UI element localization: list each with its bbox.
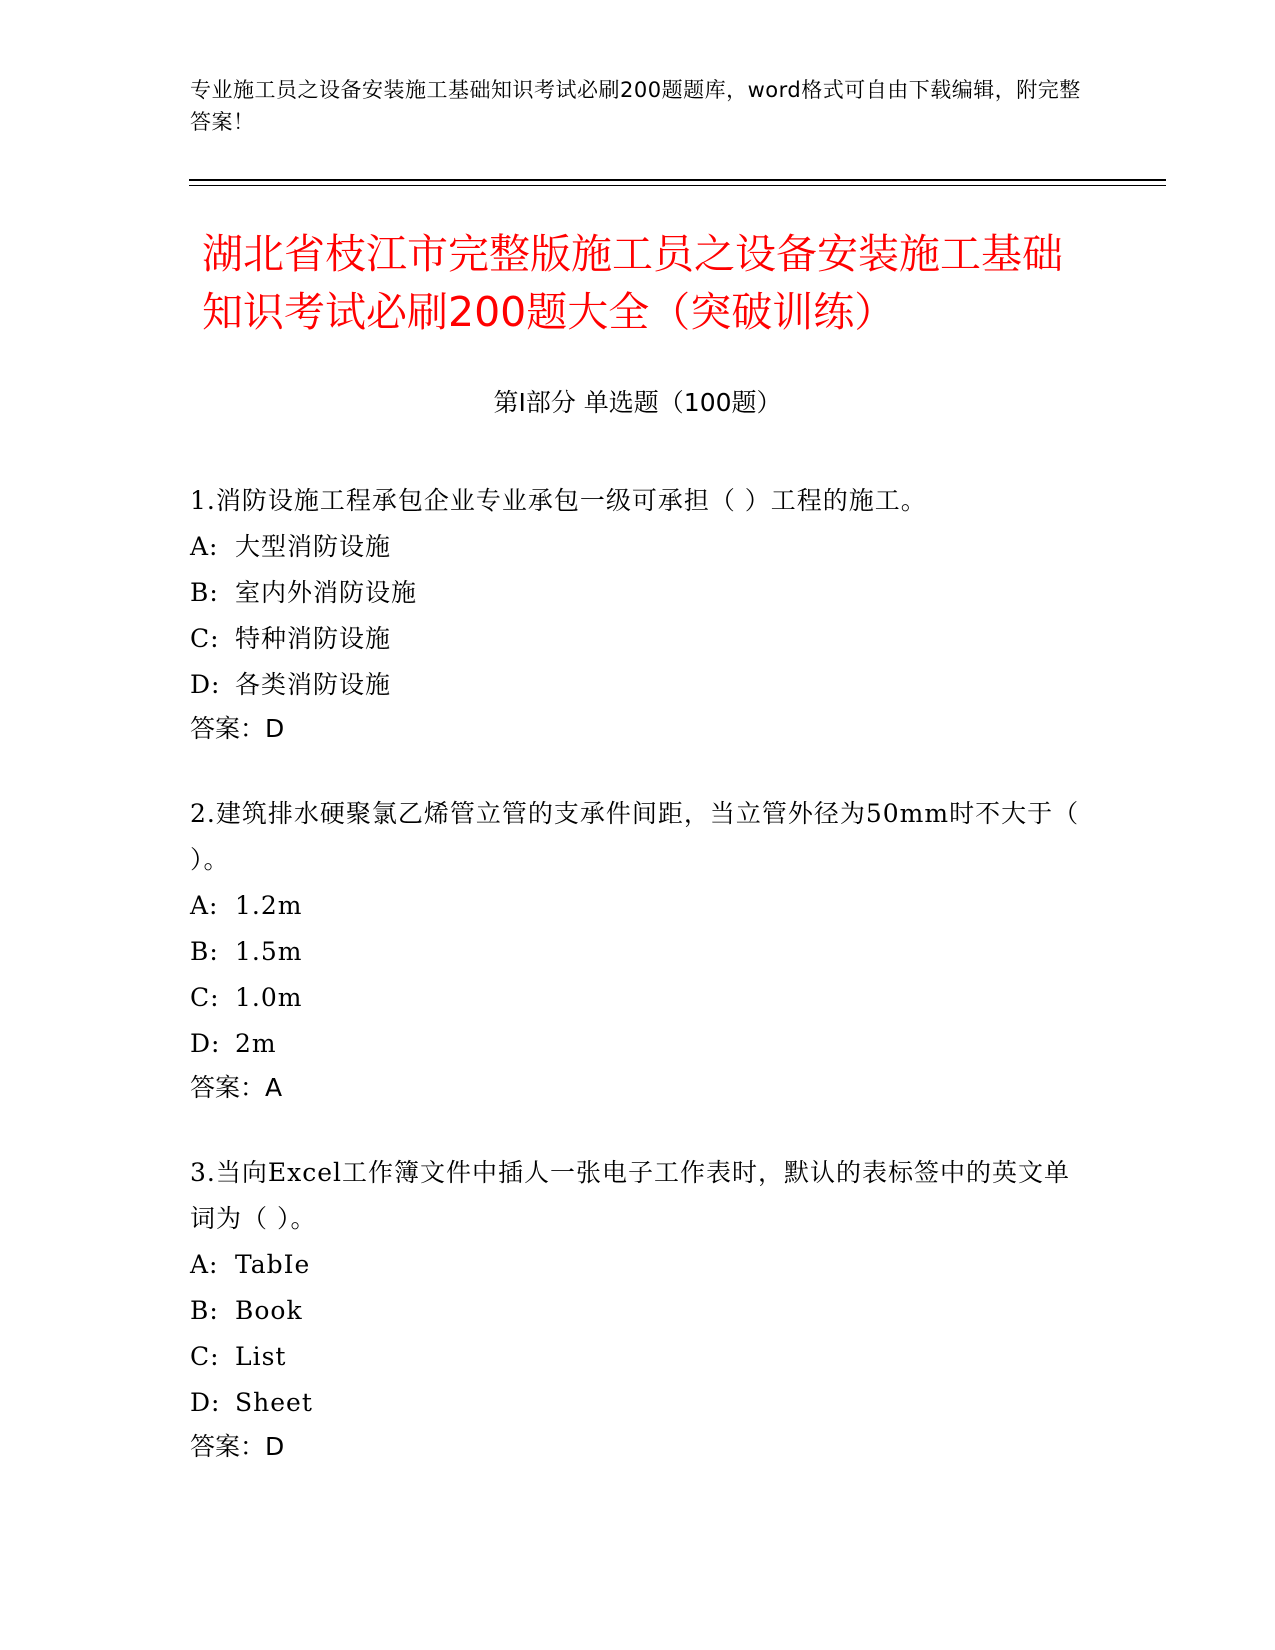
option-letter: A: <box>190 1250 219 1279</box>
option-c <box>190 1334 1090 1380</box>
option-letter: D: <box>190 1388 221 1417</box>
option-letter: B: <box>190 578 219 607</box>
option-text: 各类消防设施 <box>235 670 392 699</box>
document-title: 湖北省枝江市完整版施工员之设备安装施工基础知识考试必刷200题大全（突破训练） <box>202 230 1063 336</box>
question-stem: 3.当向Excel工作簿文件中插人一张电子工作表时，默认的表标签中的英文单词为（ ）。 <box>190 1158 1070 1233</box>
option-letter: B: <box>190 937 219 966</box>
option-a <box>190 1242 1090 1288</box>
question-list <box>190 478 1090 1509</box>
option-letter: C: <box>190 983 220 1012</box>
option-b <box>190 1288 1090 1334</box>
question-1 <box>190 478 1090 750</box>
option-text: Book <box>235 1296 303 1325</box>
option-letter: D: <box>190 670 221 699</box>
option-letter: A: <box>190 891 219 920</box>
option-text: 特种消防设施 <box>235 624 392 653</box>
option-d <box>190 1380 1090 1426</box>
option-a <box>190 883 1090 929</box>
option-text: 室内外消防设施 <box>235 578 418 607</box>
option-text: 1.0m <box>235 983 303 1012</box>
option-d <box>190 1021 1090 1067</box>
option-c <box>190 616 1090 662</box>
header-divider-thin <box>189 185 1166 186</box>
header-note: 专业施工员之设备安装施工基础知识考试必刷200题题库，word格式可自由下载编辑，附完整答案！ <box>190 78 1081 134</box>
option-text: List <box>235 1342 287 1371</box>
option-letter: B: <box>190 1296 219 1325</box>
answer-line <box>190 708 1090 750</box>
answer-label: 答案： <box>190 1073 266 1102</box>
option-text: 1.5m <box>235 937 303 966</box>
answer-line <box>190 1067 1090 1109</box>
answer-label: 答案： <box>190 1432 266 1461</box>
header-divider-thick <box>189 179 1166 181</box>
option-text: 1.2m <box>235 891 303 920</box>
option-text: 大型消防设施 <box>235 532 392 561</box>
option-c <box>190 975 1090 1021</box>
option-b <box>190 570 1090 616</box>
option-b <box>190 929 1090 975</box>
answer-value: D <box>265 714 285 743</box>
option-letter: C: <box>190 1342 220 1371</box>
option-text: TabIe <box>235 1250 311 1279</box>
answer-line <box>190 1426 1090 1468</box>
question-3 <box>190 1150 1090 1468</box>
answer-value: A <box>265 1073 283 1102</box>
question-stem: 1.消防设施工程承包企业专业承包一级可承担（ ）工程的施工。 <box>190 486 927 515</box>
option-letter: D: <box>190 1029 221 1058</box>
answer-value: D <box>265 1432 285 1461</box>
option-a <box>190 524 1090 570</box>
question-2 <box>190 791 1090 1109</box>
option-letter: C: <box>190 624 220 653</box>
option-text: 2m <box>235 1029 277 1058</box>
answer-label: 答案： <box>190 714 266 743</box>
section-heading: 第Ⅰ部分 单选题（100题） <box>493 388 782 417</box>
option-text: Sheet <box>235 1388 313 1417</box>
question-stem: 2.建筑排水硬聚氯乙烯管立管的支承件间距，当立管外径为50mm时不大于（ ）。 <box>190 799 1080 874</box>
option-letter: A: <box>190 532 219 561</box>
option-d <box>190 662 1090 708</box>
